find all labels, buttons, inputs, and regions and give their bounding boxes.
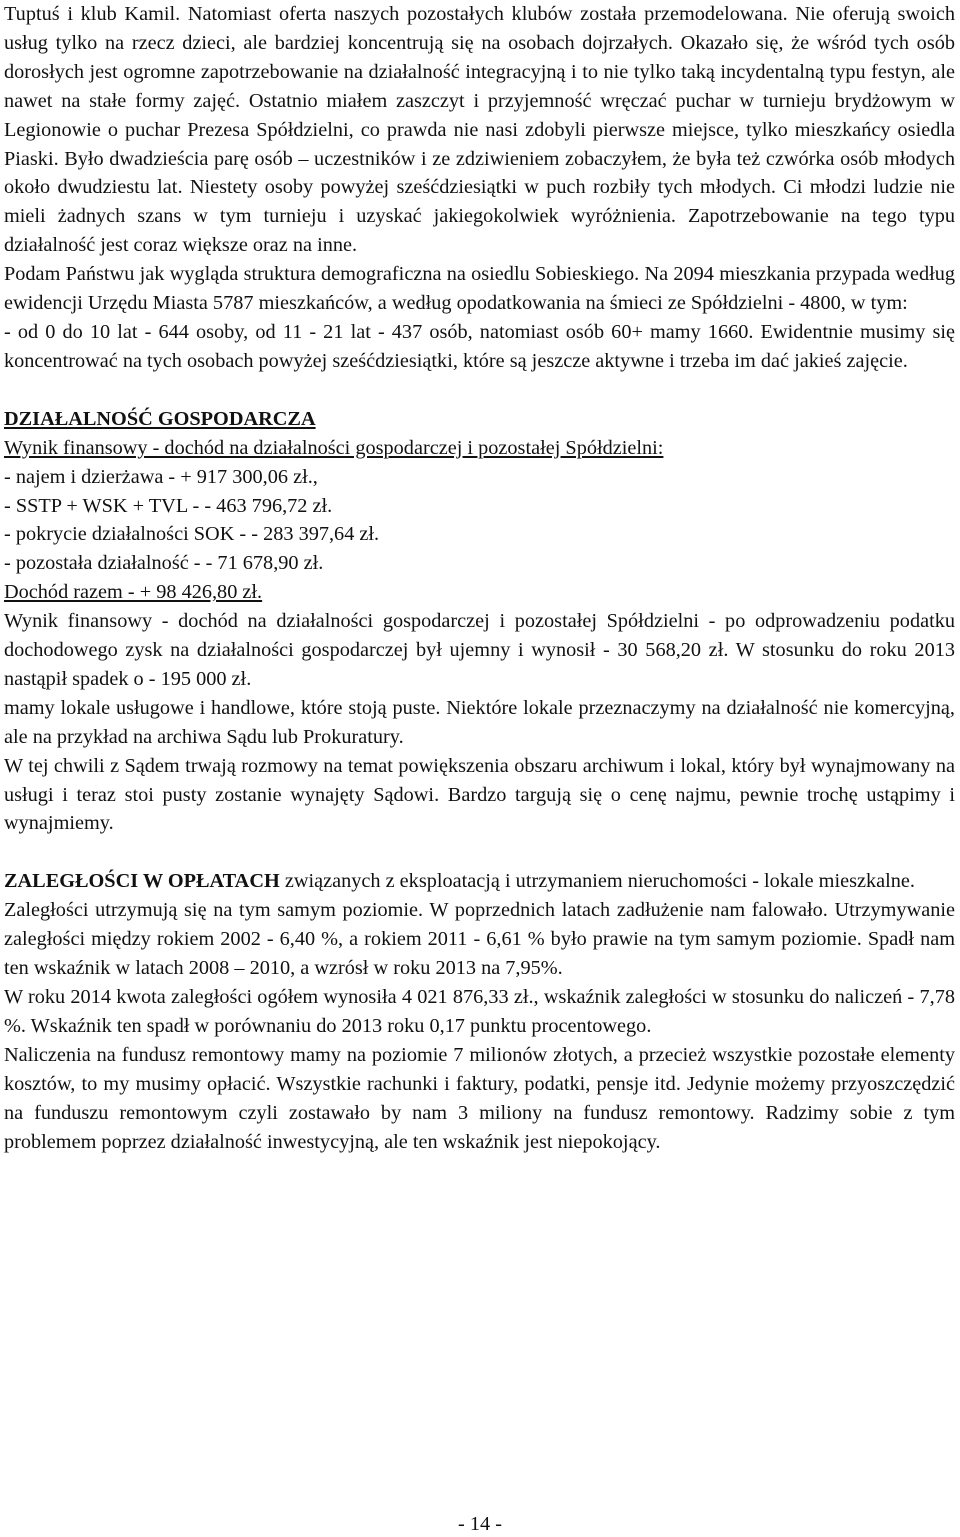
- arrears-heading-bold: ZALEGŁOŚCI W OPŁATACH: [4, 870, 280, 893]
- paragraph-clubs: Tuptuś i klub Kamil. Natomiast oferta naszych pozostałych klubów została przemodelowana. Nie oferują swoich usług tylko na rzecz dzieci, ale bardziej koncentrują się na osobach dojrzałych. Okazało się, że wśród tych osób dorosłych jest ogromne zapotrzebowanie na działalność integracyjną i to nie tylko taką incydentalną typu festyn, ale nawet na stałe formy zajęć. Ostatnio miałem zaszczyt i przyjemność wręczać puchar w turnieju brydżowym w Legionowie o puchar Prezesa Spółdzielni, co prawda nie nasi zdobyli pierwsze miejsce, tylko mieszkańcy osiedla Piaski. Było dwadzieścia parę osób – uczestników i ze zdziwieniem zobaczyłem, że była też czwórka osób młodych około dwudziestu lat. Niestety osoby powyżej sześćdziesiątki w puch rozbiły tych młodych. Ci młodzi ludzie nie mieli żadnych szans w tym turnieju i uzyskać jakiegokolwiek wyróżnienia. Zapotrzebowanie na tego typu działalność jest coraz większe oraz na inne.: [4, 3, 955, 257]
- financial-total: Dochód razem - + 98 426,80 zł.: [4, 581, 263, 604]
- spacer: [4, 376, 955, 405]
- financial-item-other: - pozostała działalność - - 71 678,90 zł.: [4, 552, 324, 575]
- section-heading-arrears: [4, 867, 955, 896]
- document-page: [4, 0, 955, 1156]
- spacer: [4, 838, 955, 867]
- arrears-heading-rest: związanych z eksploatacją i utrzymaniem nieruchomości - lokale mieszkalne.: [284, 870, 915, 893]
- paragraph-age-groups: - od 0 do 10 lat - 644 osoby, od 11 - 21 lat - 437 osób, natomiast osób 60+ mamy 1660. Ewidentnie musimy się koncentrować na tych osobach powyżej sześćdziesiątki, które są jeszcze aktywne i trzeba im dać jakieś zajęcie.: [4, 320, 955, 372]
- financial-result-intro: Wynik finansowy - dochód na działalności gospodarczej i pozostałej Spółdzielni:: [4, 436, 664, 459]
- paragraph-arrears-2014: W roku 2014 kwota zaległości ogółem wynosiła 4 021 876,33 zł., wskaźnik zaległości w stosunku do naliczeń - 7,78 %. Wskaźnik ten spadł w porównaniu do 2013 roku 0,17 punktu procentowego.: [4, 986, 955, 1037]
- section-heading-business: DZIAŁALNOŚĆ GOSPODARCZA: [4, 407, 316, 430]
- paragraph-empty-premises: mamy lokale usługowe i handlowe, które stoją puste. Niektóre lokale przeznaczymy na działalność nie komercyjną, ale na przykład na archiwa Sądu lub Prokuratury.: [4, 696, 955, 748]
- paragraph-repair-fund: Naliczenia na fundusz remontowy mamy na poziomie 7 milionów złotych, a przecież wszystkie pozostałe elementy kosztów, to my musimy opłacić. Wszystkie rachunki i faktury, podatki, pensje itd. Jedynie możemy przyoszczędzić na funduszu remontowym czyli zostawało by nam 3 miliony na fundusz remontowy. Radzimy sobie z tym problemem poprzez działalność inwestycyjną, ale ten wskaźnik jest niepokojący.: [4, 1043, 955, 1153]
- financial-item-rental: - najem i dzierżawa - + 917 300,06 zł.,: [4, 465, 318, 488]
- paragraph-demographics: Podam Państwu jak wygląda struktura demograficzna na osiedlu Sobieskiego. Na 2094 mieszkania przypada według ewidencji Urzędu Miasta 5787 mieszkańców, a według opodatkowania na śmieci ze Spółdzielni - 4800, w tym:: [4, 263, 955, 315]
- paragraph-tax-result: Wynik finansowy - dochód na działalności gospodarczej i pozostałej Spółdzielni - po odprowadzeniu podatku dochodowego zysk na działalności gospodarczej był ujemny i wynosił - 30 568,20 zł. W stosunku do roku 2013 nastąpił spadek o - 195 000 zł.: [4, 610, 955, 690]
- financial-item-sok: - pokrycie działalności SOK - - 283 397,64 zł.: [4, 523, 380, 546]
- paragraph-court-archive: W tej chwili z Sądem trwają rozmowy na temat powiększenia obszaru archiwum i lokal, który był wynajmowany na usługi i teraz stoi pusty zostanie wynajęty Sądowi. Bardzo targują się o cenę najmu, pewnie trochę ustąpimy i wynajmiemy.: [4, 754, 955, 835]
- paragraph-arrears-level: Zaległości utrzymują się na tym samym poziomie. W poprzednich latach zadłużenie nam falowało. Utrzymywanie zaległości między rokiem 2002 - 6,40 %, a rokiem 2011 - 6,61 % było prawie na tym samym poziomie. Spadł nam ten wskaźnik w latach 2008 – 2010, a wzrósł w roku 2013 na 7,95%.: [4, 899, 955, 980]
- page-number: - 14 -: [458, 1513, 502, 1535]
- financial-item-sstp: - SSTP + WSK + TVL - - 463 796,72 zł.: [4, 494, 333, 517]
